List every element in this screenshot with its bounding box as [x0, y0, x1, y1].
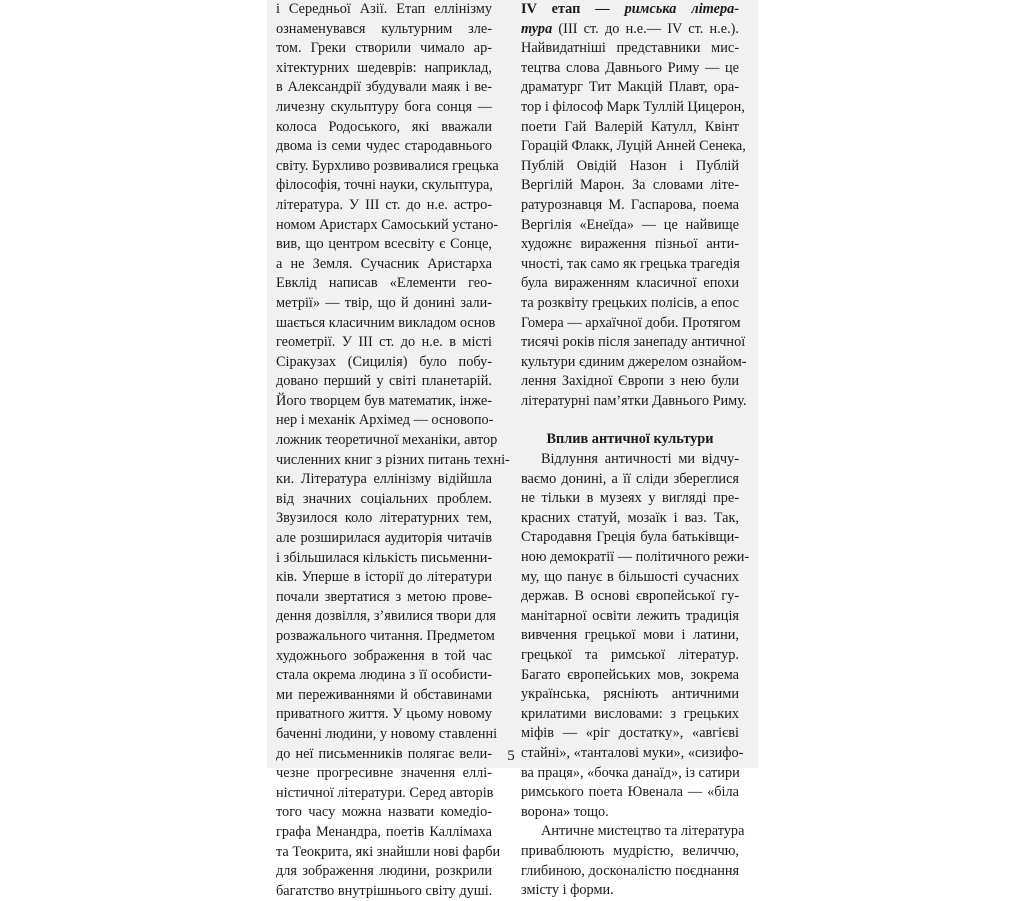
text-line: але розширилася аудиторія читачів: [276, 530, 492, 547]
text-line: держав. В основі європейської гу-: [521, 588, 739, 605]
text-line: ністичної літератури. Серед авторів: [276, 784, 494, 801]
text-line: довано перший у світі планетарій.: [276, 373, 492, 390]
text-line: лення Західної Європи з нею були: [521, 373, 739, 390]
text-line: Сіракузах (Сицилія) було побу-: [276, 353, 492, 370]
stage-title-line-1: [521, 0, 739, 20]
text-line: му, що панує в більшості сучасних: [521, 568, 739, 585]
stage-period: (ІІІ ст. до н.е.— IV ст. н.е.).: [552, 20, 739, 37]
text-line: ною демократії — політичного режи-: [521, 549, 750, 566]
text-line: не тільки в музеях у вигляді пре-: [521, 490, 739, 507]
text-line: Вергілія «Енеїда» — це найвище: [521, 216, 739, 233]
text-line: та Теокрита, які знайшли нові фарби: [276, 843, 501, 860]
text-line: і збільшилася кількість письменни-: [276, 549, 493, 566]
text-line: ва праця», «бочка данаїд», із сатири: [521, 764, 740, 781]
text-line: Публій Овідій Назон і Публій: [521, 157, 739, 174]
text-line: художнього зображення в той час: [276, 647, 492, 664]
text-line: тецтва слова Давнього Риму — це: [521, 59, 739, 76]
text-line: Багато європейських мов, зокрема: [521, 666, 739, 683]
text-line: та розквіту грецьких полісів, а епос: [521, 294, 739, 311]
text-line: а не Земля. Сучасник Аристарха: [276, 255, 492, 272]
text-line: стала окрема людина з її особисти-: [276, 667, 492, 684]
text-line: приватного життя. У цьому новому: [276, 706, 492, 723]
spacer: [521, 411, 739, 430]
text-line: Горацій Флакк, Луцій Анней Сенека,: [521, 138, 746, 155]
text-line: світу. Бурхливо розвивалися грецька: [276, 157, 499, 174]
text-line: вивчення грецької мови і латини,: [521, 627, 739, 644]
text-line: літературні пам’ятки Давнього Риму.: [521, 392, 747, 409]
text-line: ложник теоретичної механіки, автор: [276, 432, 498, 449]
influence-paragraph: [521, 450, 750, 822]
text-line: Його творцем був математик, інже-: [276, 392, 492, 409]
text-line: того часу можна назвати комедіо-: [276, 804, 492, 821]
text-line: Вергілій Марон. За словами літе-: [521, 177, 739, 194]
text-line: грецької та римської літератур.: [521, 647, 739, 663]
text-line: від значних соціальних проблем.: [276, 490, 492, 507]
text-line: Античне мистецтво та література: [541, 823, 745, 840]
text-line: метрії» — твір, що й донині зали-: [276, 294, 492, 311]
text-line: тор і філософ Марк Туллій Цицерон,: [521, 98, 745, 115]
text-line: українська, рясніють античними: [521, 686, 739, 703]
text-line: в Александрії збудували маяк і ве-: [276, 79, 492, 96]
roman-literature-paragraph: [521, 39, 747, 411]
text-line: поети Гай Валерій Катулл, Квінт: [521, 118, 739, 135]
text-line: почали звертатися з метою прове-: [276, 588, 492, 605]
text-line: до неї письменників полягає вели-: [276, 745, 492, 762]
text-line: манітарної освіти лежить традиція: [521, 607, 739, 624]
text-line: численних книг з різних питань техні-: [276, 451, 510, 468]
text-line: том. Греки створили чимало ар-: [276, 40, 492, 57]
text-line: дення дозвілля, з’явилися твори для: [276, 608, 496, 625]
text-line: нер і механік Архімед — основопо-: [276, 412, 494, 429]
page-number: 5: [507, 748, 515, 764]
text-line: крилатими висловами: з грецьких: [521, 705, 739, 722]
text-line: геометрії. У ІІІ ст. до н.е. в місті: [276, 334, 492, 351]
text-line: колоса Родоського, які вважали: [276, 118, 492, 135]
text-line: ки. Література еллінізму відійшла: [276, 471, 492, 488]
text-line: тисячі років після занепаду античної: [521, 334, 746, 351]
text-line: баченні людини, у новому ставленні: [276, 725, 498, 742]
text-line: чності, так само як грецька трагедія: [521, 255, 740, 272]
stage-label: IV етап —: [521, 1, 610, 17]
text-line: приваблюють мудрістю, величчю,: [521, 842, 739, 859]
left-column: [276, 0, 510, 901]
text-line: і Середньої Азії. Етап еллінізму: [276, 1, 492, 17]
text-line: змісту і форми.: [521, 882, 614, 899]
text-line: була вираженням класичної епохи: [521, 275, 739, 292]
text-line: личезну скульптуру бога сонця —: [276, 98, 492, 115]
text-line: Гомера — архаїчної доби. Протягом: [521, 314, 741, 331]
text-line: вив, що центром всесвіту є Сонце,: [276, 236, 492, 253]
text-line: художнє вираження пізньої анти-: [521, 236, 739, 253]
text-line: красних статуй, мозаїк і ваз. Так,: [521, 509, 739, 526]
text-line: філософія, точні науки, скульптура,: [276, 177, 493, 194]
text-line: графа Менандра, поетів Каллімаха: [276, 823, 492, 840]
stage-name-part-2: тура: [521, 20, 553, 37]
stage-name-part-1: римська літера-: [624, 1, 739, 17]
text-line: ків. Уперше в історії до літератури: [276, 569, 492, 586]
text-line: стайні», «танталові муки», «сизифо-: [521, 744, 744, 761]
text-line: ваємо донині, а її сліди збереглися: [521, 470, 739, 487]
text-line: двома із семи чудес стародавнього: [276, 138, 492, 155]
text-line: для зображення людини, розкрили: [276, 863, 492, 880]
text-line: ворона» тощо.: [521, 803, 609, 820]
closing-paragraph: [521, 822, 745, 900]
text-line: драматург Тит Макцій Плавт, ора-: [521, 79, 739, 96]
text-line: ознаменувався культурним зле-: [276, 20, 492, 37]
text-line: культури єдиним джерелом ознайом-: [521, 353, 747, 370]
text-line: ратурознавця М. Гаспарова, поема: [521, 196, 739, 213]
text-line: глибиною, досконалістю поєднання: [521, 862, 740, 879]
text-line: міфів — «ріг достатку», «авгієві: [521, 725, 739, 742]
text-line: чезне прогресивне значення еллі-: [276, 765, 492, 782]
text-line: ми переживаннями й обставинами: [276, 686, 492, 703]
text-line: Евклід написав «Елементи гео-: [276, 275, 492, 292]
text-line: література. У ІІІ ст. до н.е. астро-: [276, 196, 492, 213]
text-line: Звузилося коло літературних тем,: [276, 510, 492, 527]
text-line: Стародавня Греція була батьківщи-: [521, 529, 739, 546]
text-line: багатство внутрішнього світу душі.: [276, 882, 493, 899]
text-line: Найвидатніші представники мис-: [521, 40, 739, 57]
text-line: Відлуння античності ми відчу-: [541, 451, 739, 468]
text-line: розважального читання. Предметом: [276, 628, 495, 644]
stage-title-line-2: [521, 20, 739, 40]
section-heading: Вплив античної культури: [546, 431, 714, 448]
text-line: номом Аристарх Самоський устано-: [276, 216, 499, 233]
text-line: римського поета Ювенала — «біла: [521, 784, 739, 801]
text-line: хітектурних шедеврів: наприклад,: [276, 59, 492, 76]
text-line: шається класичним викладом основ: [276, 314, 496, 331]
right-column: [521, 0, 750, 901]
